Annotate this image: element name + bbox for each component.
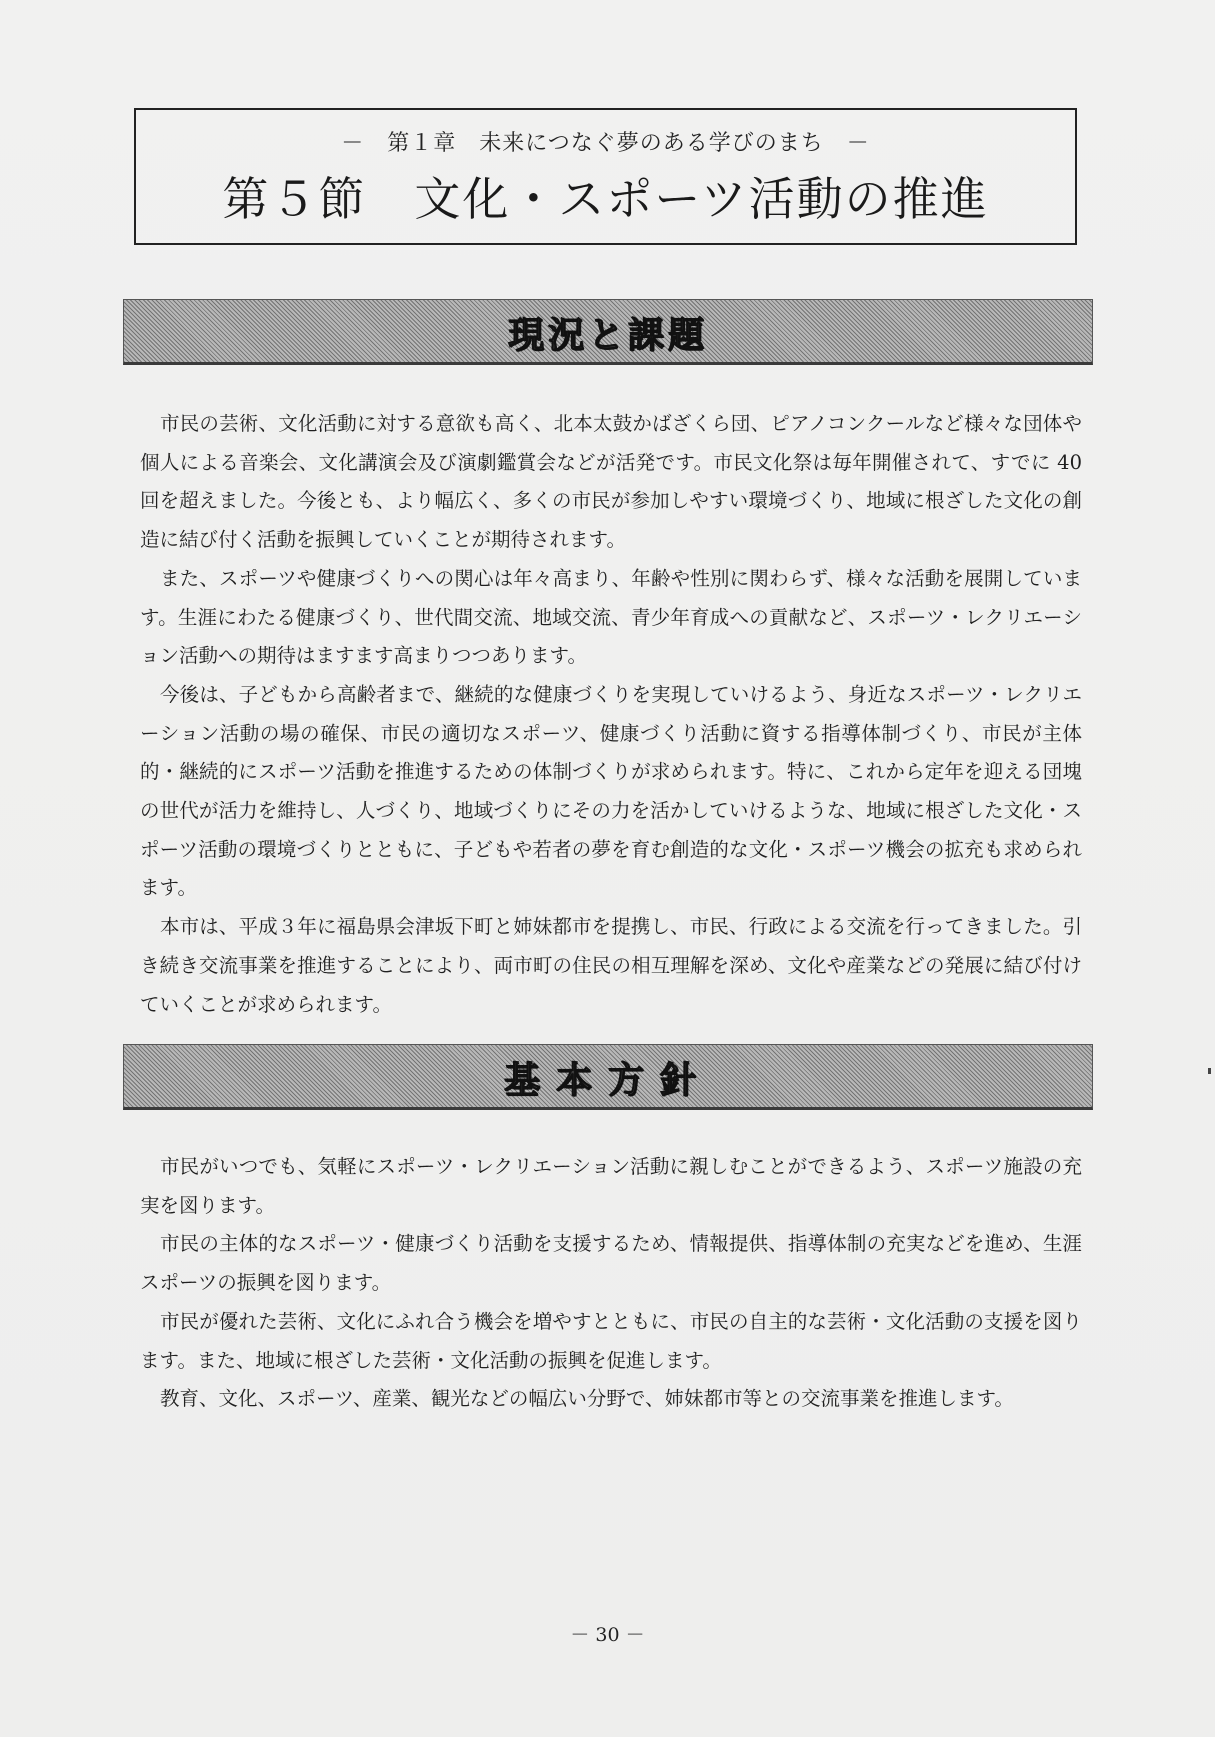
paragraph: また、スポーツや健康づくりへの関心は年々高まり、年齢や性別に関わらず、様々な活動を展開しています。生涯にわたる健康づくり、世代間交流、地域交流、青少年育成への貢献など、スポーツ・レクリエーション活動への期待はますます高まりつつあります。: [140, 566, 1082, 668]
chapter-heading: － 第１章 未来につなぐ夢のある学びのまち －: [341, 131, 870, 156]
paragraph: 市民が優れた芸術、文化にふれ合う機会を増やすとともに、市民の自主的な芸術・文化活動の支援を図ります。また、地域に根ざした芸術・文化活動の振興を促進します。: [140, 1309, 1082, 1372]
title-box: [134, 108, 1077, 245]
page-number: － 30 －: [570, 1624, 645, 1646]
section-heading-current-status: 現況と課題: [507, 315, 708, 356]
paragraph: 本市は、平成３年に福島県会津坂下町と姉妹都市を提携し、市民、行政による交流を行ってきました。引き続き交流事業を推進することにより、両市町の住民の相互理解を深め、文化や産業などの発展に結び付けていくことが求められます。: [140, 915, 1082, 1016]
paragraph: 市民がいつでも、気軽にスポーツ・レクリエーション活動に親しむことができるよう、スポーツ施設の充実を図ります。: [140, 1155, 1082, 1217]
paragraph: 今後は、子どもから高齢者まで、継続的な健康づくりを実現していけるよう、身近なスポーツ・レクリエーション活動の場の確保、市民の適切なスポーツ、健康づくり活動に資する指導体制づくり、市民が主体的・継続的にスポーツ活動を推進するための体制づくりが求められます。特に、これから定年を迎える団塊の世代が活力を維持し、人づくり、地域づくりにその力を活かしていけるような、地域に根ざした文化・スポーツ活動の環境づくりとともに、子どもや若者の夢を育む創造的な文化・スポーツ機会の拡充も求められます。: [140, 682, 1082, 900]
paragraph: 教育、文化、スポーツ、産業、観光などの幅広い分野で、姉妹都市等との交流事業を推進します。: [160, 1387, 1014, 1411]
section-heading-basic-policy: 基本方針: [503, 1060, 712, 1101]
paragraph: 市民の芸術、文化活動に対する意欲も高く、北本太鼓かばざくら団、ピアノコンクールなど様々な団体や個人による音楽会、文化講演会及び演劇鑑賞会などが活発です。市民文化祭は毎年開催されて、すでに 40 回を超えました。今後とも、より幅広く、多くの市民が参加しやすい環境づくり、地域に根ざした文化の創造に結び付く活動を振興していくことが期待されます。: [140, 412, 1082, 552]
basic-policy-body: [140, 1148, 1082, 1419]
paragraph: 市民の主体的なスポーツ・健康づくり活動を支援するため、情報提供、指導体制の充実などを進め、生涯スポーツの振興を図ります。: [140, 1232, 1082, 1295]
current-status-body: [140, 405, 1082, 1024]
section-title: 第５節 文化・スポーツ活動の推進: [222, 172, 989, 226]
section-heading-band-basic-policy: [123, 1044, 1093, 1110]
scan-mark: [1208, 1068, 1211, 1074]
section-heading-band-current-status: [123, 299, 1093, 365]
